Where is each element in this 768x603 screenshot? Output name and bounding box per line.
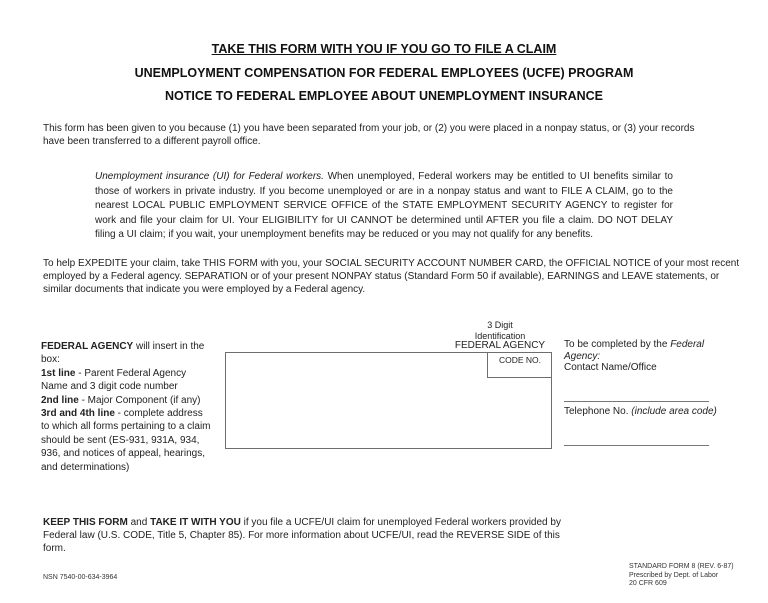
agency-code-header (444, 320, 556, 352)
agency-instructions-intro-rest: will insert in the box: (41, 341, 205, 366)
phone-label-row (564, 406, 717, 417)
instruction-line2-text: - Major Component (if any) (78, 394, 201, 406)
ui-benefits-paragraph (95, 170, 673, 243)
agency-code-header-line3: FEDERAL AGENCY (454, 340, 546, 351)
agency-instructions-intro-bold: FEDERAL AGENCY (41, 341, 134, 352)
contact-block (564, 339, 734, 374)
intro-paragraph: This form has been given to you because (1) you have been separated from your job, or (2) you were placed in a nonpay status, or (3) your records have been transferred to a different payroll office. (43, 123, 695, 147)
ui-benefits-lead: Unemployment insurance (UI) for Federal workers. (95, 171, 324, 182)
form-identifier (629, 563, 734, 589)
keep-notice-bold1: KEEP THIS FORM (43, 517, 128, 528)
nsn-number: NSN 7540-00-634-3964 (43, 574, 118, 581)
keep-form-notice (43, 516, 583, 555)
instruction-line34-text: - complete address to which all forms pertaining to a claim should be sent (ES-931, 931A, 934, 936, and notices of appeal, hearings, and determinations) (41, 408, 211, 473)
keep-notice-mid: and (127, 517, 151, 528)
form-prescribed: Prescribed by Dept. of Labor (629, 571, 719, 579)
instruction-line1-label: 1st line (41, 367, 76, 379)
agency-code-header-line2: Identification (474, 330, 526, 341)
keep-notice-rest: if you file a UCFE/UI claim for unemployed Federal workers provided by Federal law (U.S. CODE, Title 5, Chapter 85). For more information about UCFE/UI, read the REVERSE SIDE of this form. (43, 517, 561, 554)
phone-label: Telephone No. (564, 406, 632, 417)
agency-code-field[interactable] (487, 352, 552, 378)
phone-field[interactable] (564, 445, 709, 446)
agency-instructions (41, 340, 211, 474)
ui-benefits-body: When unemployed, Federal workers may be entitled to UI benefits similar to those of workers in private industry. If you become unemployed or are in a nonpay status and want to FILE A CLAIM, go to the nearest LOCAL PUBLIC EMPLOYMENT SERVICE OFFICE of the STATE EMPLOYMENT SECURITY AGENCY to register for work and file your claim for UI. Your ELIGIBILITY for UI CANNOT be determined until AFTER you file a claim. DO NOT DELAY filing a UI claim; if you wait, your unemployment benefits may be reduced or you may not qualify for any benefits. (95, 171, 673, 241)
phone-hint: (include area code) (631, 406, 717, 417)
heading-notice-title: NOTICE TO FEDERAL EMPLOYEE ABOUT UNEMPLOYMENT INSURANCE (165, 89, 603, 103)
keep-notice-bold2: TAKE IT WITH YOU (150, 517, 241, 528)
agency-code-header-line1: 3 Digit (487, 320, 513, 330)
contact-intro-agency: Federal Agency: (564, 339, 705, 362)
instruction-line34-label: 3rd and 4th line (41, 408, 115, 420)
contact-intro: To be completed by the (564, 339, 671, 350)
form-cfr: 20 CFR 609 (629, 580, 667, 588)
agency-code-label: CODE NO. (498, 355, 542, 365)
expedite-paragraph: To help EXPEDITE your claim, take THIS FORM with you, your SOCIAL SECURITY ACCOUNT NUMBER CARD, the OFFICIAL NOTICE of your most recent employed by a Federal agency. SEPARATION or of your present NONPAY status (Standard Form 50 if available), EARNINGS and LEAVE statements, or similar documents that indicate you were employed by a Federal agency. (43, 258, 740, 295)
form-id: STANDARD FORM 8 (REV. 6-87) (629, 563, 734, 570)
instruction-line2-label: 2nd line (41, 394, 79, 406)
instruction-line1-text: - Parent Federal Agency Name and 3 digit code number (41, 367, 187, 393)
contact-name-label: Contact Name/Office (564, 362, 657, 373)
contact-name-field[interactable] (564, 401, 709, 402)
heading-take-form (0, 42, 768, 56)
heading-program-title: UNEMPLOYMENT COMPENSATION FOR FEDERAL EMPLOYEES (UCFE) PROGRAM (134, 66, 634, 80)
heading-take-form-text: TAKE THIS FORM WITH YOU IF YOU GO TO FILE A CLAIM (211, 42, 557, 56)
